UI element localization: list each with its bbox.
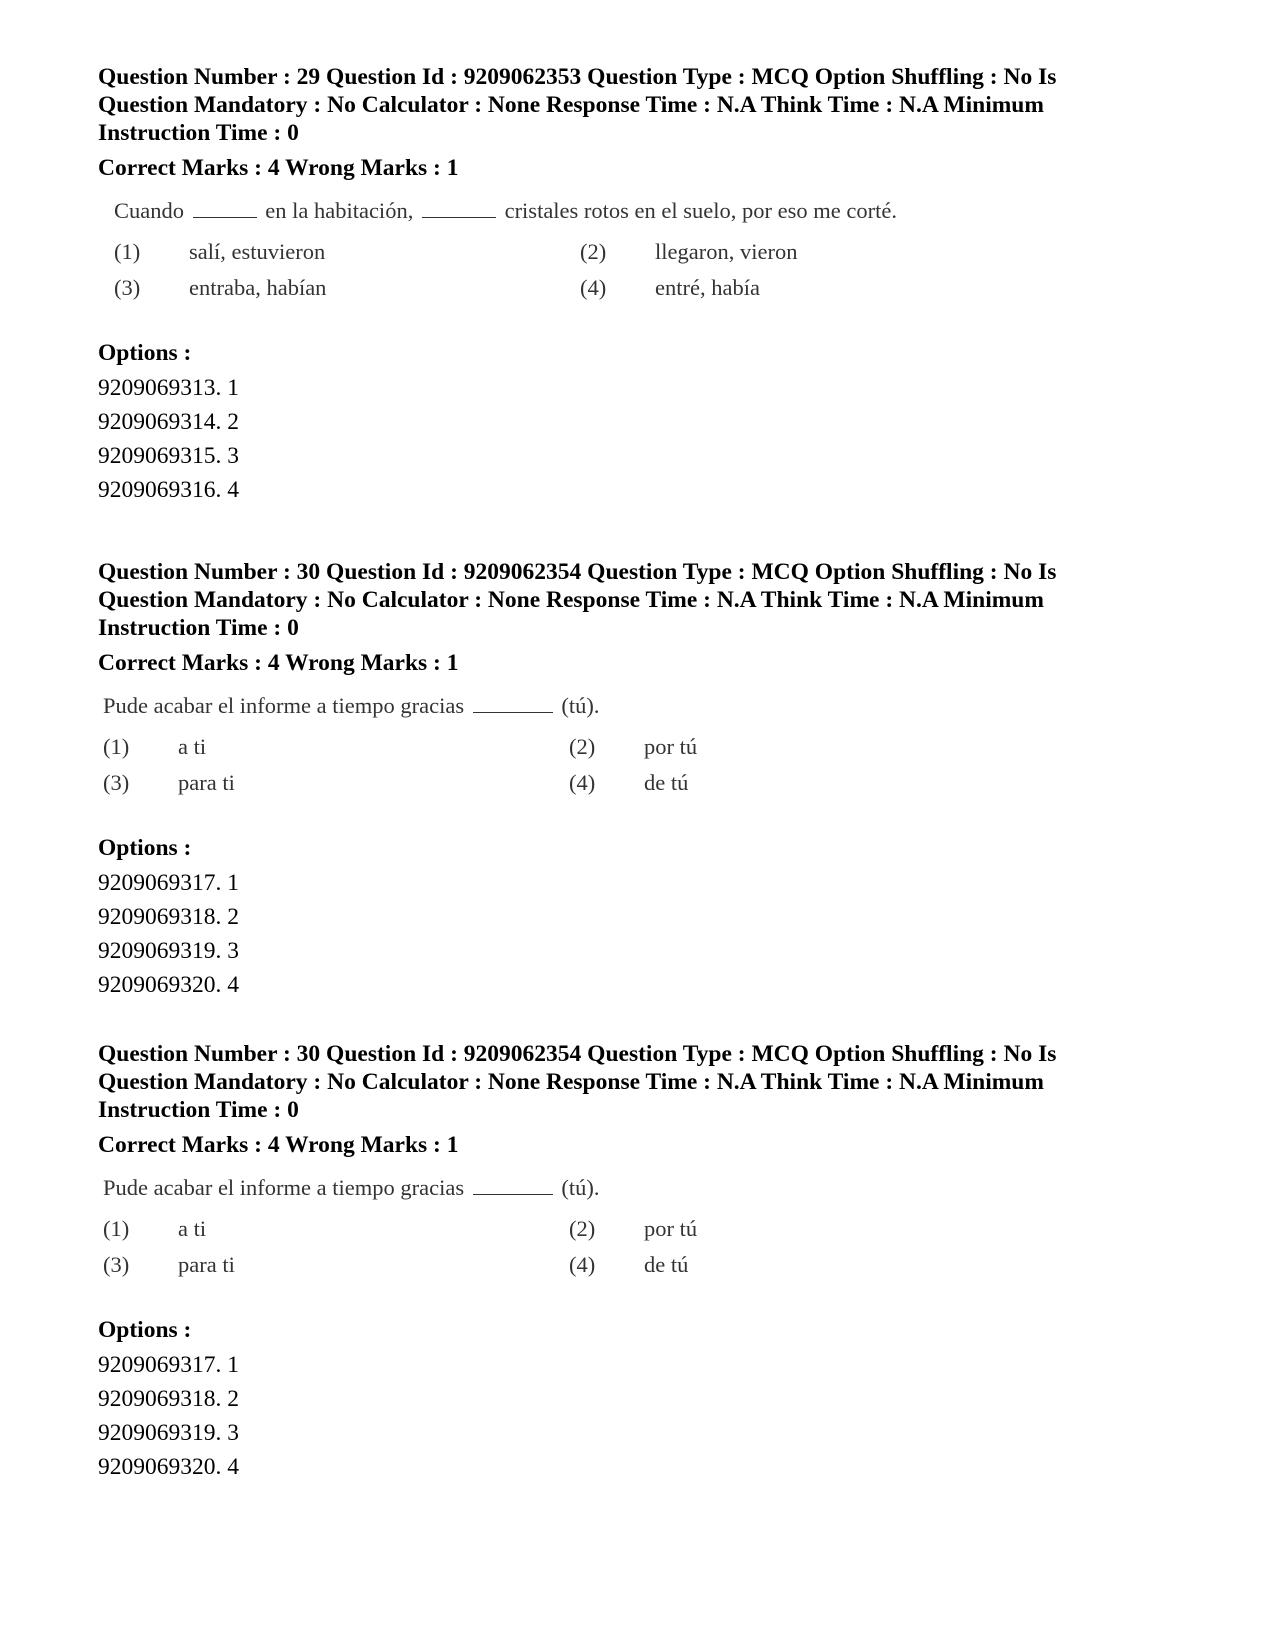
question-meta-line: Instruction Time : 0 [98,1097,299,1123]
question-marks: Correct Marks : 4 Wrong Marks : 1 [98,650,459,676]
answer-blank [473,1174,553,1195]
choice-text: entré, había [655,275,760,300]
question-meta-line: Question Number : 30 Question Id : 9209062354 Question Type : MCQ Option Shuffling : No Is [98,559,1057,585]
choice-text: por tú [644,734,698,759]
question-meta-line: Instruction Time : 0 [98,120,299,146]
stem-text: (tú). [561,693,600,718]
question-marks: Correct Marks : 4 Wrong Marks : 1 [98,155,459,181]
choice-number: (1) [103,734,130,759]
answer-choices [103,734,1178,810]
choice-text: de tú [644,1252,689,1277]
choice-number: (1) [103,1216,130,1241]
question-meta-line: Instruction Time : 0 [98,615,299,641]
options-label: Options : [98,835,192,861]
question-stem [103,692,1178,720]
choice-number: (4) [580,275,607,300]
choice-number: (3) [114,275,141,300]
answer-blank [193,197,257,218]
option-item: 9209069315. 3 [98,443,239,469]
choice-number: (2) [569,734,596,759]
option-item: 9209069320. 4 [98,1454,239,1480]
choice-text: a ti [178,734,207,759]
option-item: 9209069317. 1 [98,1352,239,1378]
stem-text: en la habitación, [265,198,414,223]
question-meta-line: Question Number : 30 Question Id : 9209062354 Question Type : MCQ Option Shuffling : No Is [98,1041,1057,1067]
options-list [98,866,1178,1002]
stem-text: Cuando [114,198,184,223]
question-block-30 [98,558,1178,1002]
choice-number: (2) [569,1216,596,1241]
choice-number: (4) [569,1252,596,1277]
choice-number: (1) [114,239,141,264]
option-item: 9209069320. 4 [98,972,239,998]
choice-text: por tú [644,1216,698,1241]
option-item: 9209069316. 4 [98,477,239,503]
answer-blank [422,197,496,218]
question-meta-line: Question Mandatory : No Calculator : None Response Time : N.A Think Time : N.A Minimum [98,92,1044,118]
option-item: 9209069318. 2 [98,904,239,930]
choice-text: para ti [178,1252,235,1277]
answer-choices [103,1216,1178,1292]
stem-text: Pude acabar el informe a tiempo gracias [103,693,465,718]
options-label: Options : [98,340,192,366]
answer-choices [114,239,1178,315]
choice-number: (3) [103,770,130,795]
option-item: 9209069313. 1 [98,375,239,401]
question-stem [103,1174,1178,1202]
options-label: Options : [98,1317,192,1343]
choice-number: (3) [103,1252,130,1277]
choice-text: de tú [644,770,689,795]
question-block-29 [98,63,1178,507]
option-item: 9209069319. 3 [98,938,239,964]
choice-text: para ti [178,770,235,795]
stem-text: cristales rotos en el suelo, por eso me corté. [504,198,897,223]
choice-number: (4) [569,770,596,795]
answer-blank [473,692,553,713]
option-item: 9209069317. 1 [98,870,239,896]
question-meta-line: Question Number : 29 Question Id : 9209062353 Question Type : MCQ Option Shuffling : No Is [98,64,1057,90]
question-meta-line: Question Mandatory : No Calculator : None Response Time : N.A Think Time : N.A Minimum [98,587,1044,613]
question-stem [114,197,1178,225]
options-list [98,1348,1178,1484]
question-meta-line: Question Mandatory : No Calculator : None Response Time : N.A Think Time : N.A Minimum [98,1069,1044,1095]
option-item: 9209069318. 2 [98,1386,239,1412]
option-item: 9209069319. 3 [98,1420,239,1446]
stem-text: (tú). [561,1175,600,1200]
choice-text: entraba, habían [189,275,327,300]
choice-text: llegaron, vieron [655,239,798,264]
stem-text: Pude acabar el informe a tiempo gracias [103,1175,465,1200]
option-item: 9209069314. 2 [98,409,239,435]
choice-text: a ti [178,1216,207,1241]
choice-text: salí, estuvieron [189,239,326,264]
question-marks: Correct Marks : 4 Wrong Marks : 1 [98,1132,459,1158]
question-block-30-repeat [98,1040,1178,1484]
choice-number: (2) [580,239,607,264]
options-list [98,371,1178,507]
